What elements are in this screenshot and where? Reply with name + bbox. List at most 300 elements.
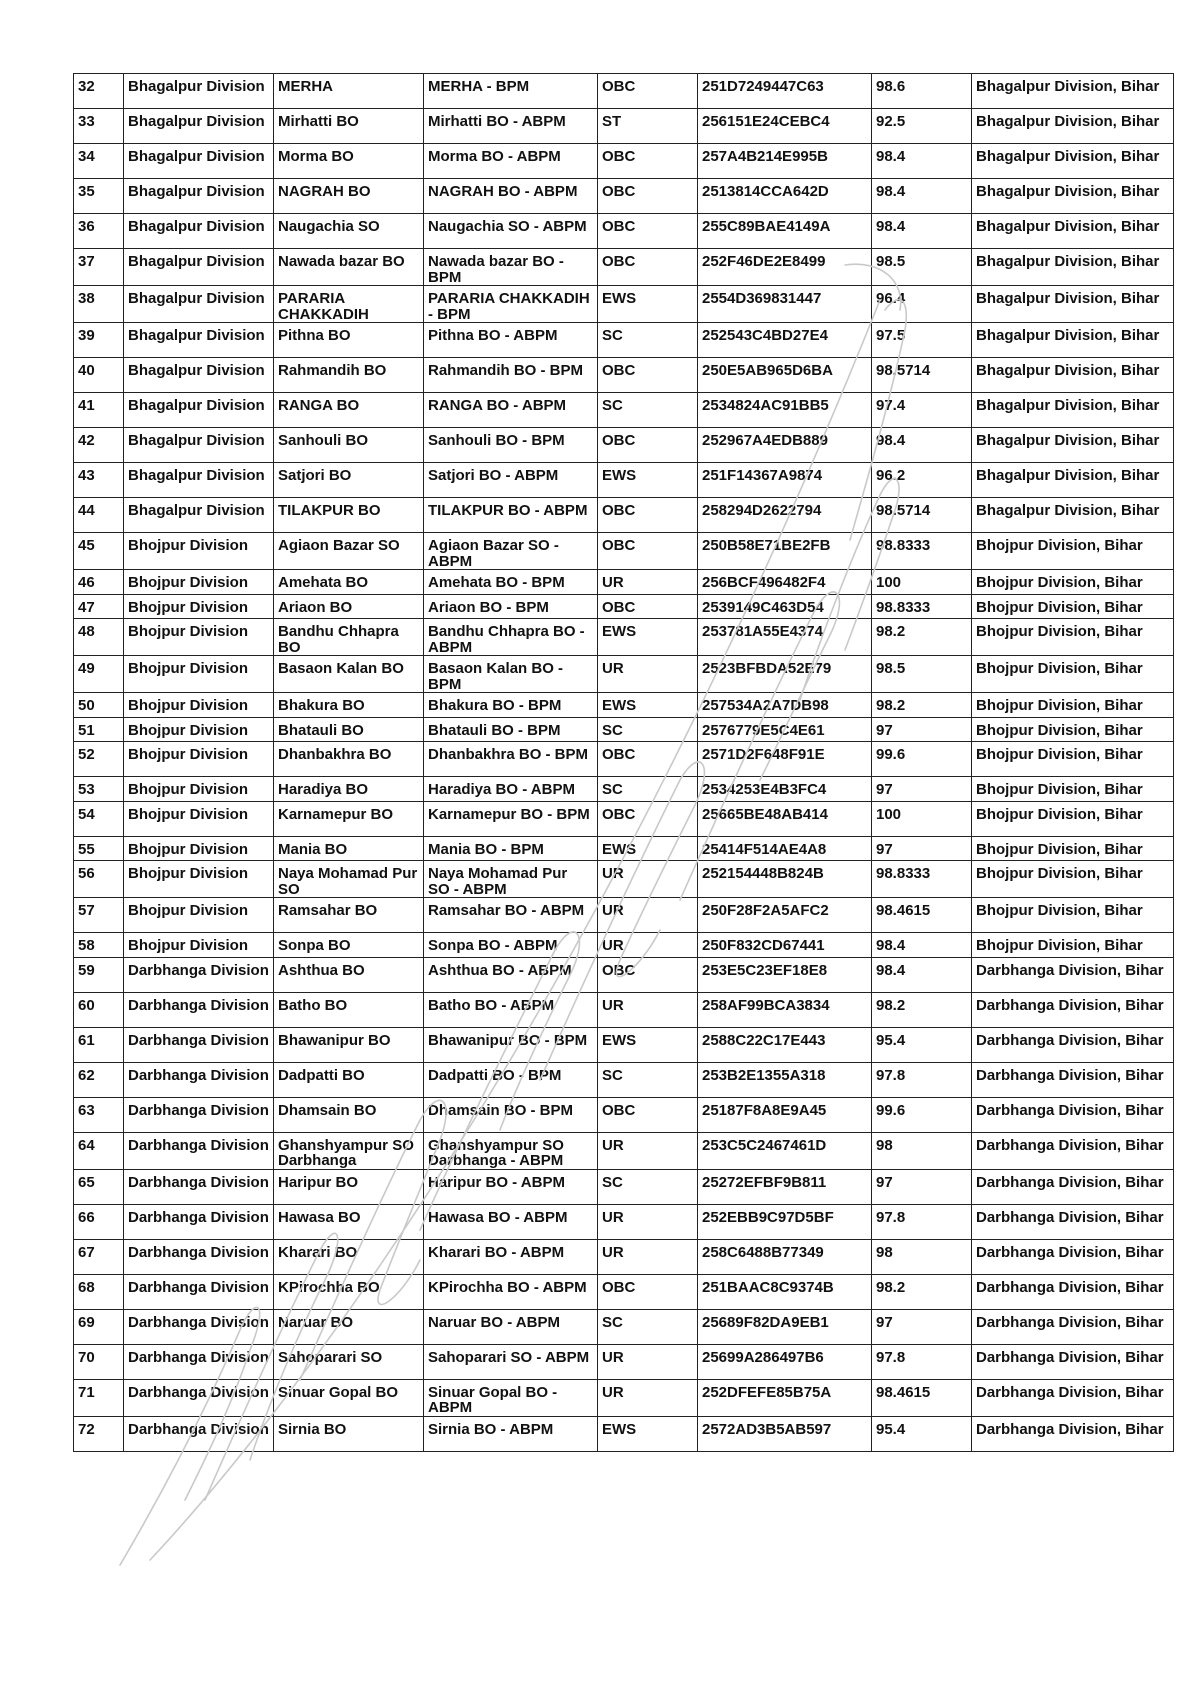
cell-category: SC bbox=[598, 1169, 698, 1204]
cell-registration-no: 2554D369831447 bbox=[698, 286, 872, 323]
cell-division: Darbhanga Division bbox=[124, 992, 274, 1027]
cell-registration-no: 251F14367A9874 bbox=[698, 463, 872, 498]
cell-registration-no: 2576779E5C4E61 bbox=[698, 717, 872, 742]
cell-post: Agiaon Bazar SO - ABPM bbox=[424, 533, 598, 570]
cell-category: UR bbox=[598, 656, 698, 693]
cell-registration-no: 25272EFBF9B811 bbox=[698, 1169, 872, 1204]
cell-post: RANGA BO - ABPM bbox=[424, 393, 598, 428]
cell-category: OBC bbox=[598, 214, 698, 249]
cell-office: Amehata BO bbox=[274, 570, 424, 595]
cell-office: Dadpatti BO bbox=[274, 1062, 424, 1097]
cell-registration-no: 2572AD3B5AB597 bbox=[698, 1416, 872, 1451]
cell-division: Bhojpur Division bbox=[124, 619, 274, 656]
cell-serial-no: 47 bbox=[74, 594, 124, 619]
cell-registration-no: 257A4B214E995B bbox=[698, 144, 872, 179]
cell-registration-no: 257534A2A7DB98 bbox=[698, 693, 872, 718]
cell-marks: 98 bbox=[872, 1132, 972, 1169]
cell-category: SC bbox=[598, 777, 698, 802]
cell-category: OBC bbox=[598, 249, 698, 286]
cell-post: Rahmandih BO - BPM bbox=[424, 358, 598, 393]
cell-registration-no: 256151E24CEBC4 bbox=[698, 109, 872, 144]
cell-marks: 100 bbox=[872, 570, 972, 595]
cell-office: Ramsahar BO bbox=[274, 898, 424, 933]
cell-marks: 98.5714 bbox=[872, 498, 972, 533]
cell-division: Bhojpur Division bbox=[124, 570, 274, 595]
cell-office: MERHA bbox=[274, 74, 424, 109]
cell-division-circle: Bhagalpur Division, Bihar bbox=[972, 249, 1174, 286]
cell-office: Naruar BO bbox=[274, 1309, 424, 1344]
results-page bbox=[73, 73, 1173, 1452]
cell-serial-no: 34 bbox=[74, 144, 124, 179]
table-row bbox=[74, 619, 1174, 656]
table-row bbox=[74, 109, 1174, 144]
cell-registration-no: 25699A286497B6 bbox=[698, 1344, 872, 1379]
table-row bbox=[74, 1027, 1174, 1062]
cell-serial-no: 72 bbox=[74, 1416, 124, 1451]
cell-serial-no: 32 bbox=[74, 74, 124, 109]
cell-division-circle: Darbhanga Division, Bihar bbox=[972, 1062, 1174, 1097]
cell-marks: 98.8333 bbox=[872, 861, 972, 898]
cell-division: Bhagalpur Division bbox=[124, 109, 274, 144]
cell-office: Naugachia SO bbox=[274, 214, 424, 249]
cell-marks: 98.4615 bbox=[872, 1379, 972, 1416]
cell-category: EWS bbox=[598, 619, 698, 656]
cell-category: EWS bbox=[598, 693, 698, 718]
cell-post: Bhawanipur BO - BPM bbox=[424, 1027, 598, 1062]
table-row bbox=[74, 179, 1174, 214]
cell-category: SC bbox=[598, 1062, 698, 1097]
cell-serial-no: 40 bbox=[74, 358, 124, 393]
cell-registration-no: 2534253E4B3FC4 bbox=[698, 777, 872, 802]
cell-division-circle: Darbhanga Division, Bihar bbox=[972, 1274, 1174, 1309]
cell-division: Bhagalpur Division bbox=[124, 428, 274, 463]
cell-serial-no: 56 bbox=[74, 861, 124, 898]
cell-registration-no: 253B2E1355A318 bbox=[698, 1062, 872, 1097]
cell-division-circle: Bhojpur Division, Bihar bbox=[972, 570, 1174, 595]
cell-division-circle: Bhagalpur Division, Bihar bbox=[972, 323, 1174, 358]
cell-post: Morma BO - ABPM bbox=[424, 144, 598, 179]
cell-registration-no: 250B58E71BE2FB bbox=[698, 533, 872, 570]
cell-division: Bhojpur Division bbox=[124, 898, 274, 933]
cell-division: Bhagalpur Division bbox=[124, 393, 274, 428]
cell-division: Bhojpur Division bbox=[124, 801, 274, 836]
cell-office: PARARIA CHAKKADIH bbox=[274, 286, 424, 323]
cell-division-circle: Bhojpur Division, Bihar bbox=[972, 717, 1174, 742]
cell-office: Mirhatti BO bbox=[274, 109, 424, 144]
cell-serial-no: 35 bbox=[74, 179, 124, 214]
cell-registration-no: 2539149C463D54 bbox=[698, 594, 872, 619]
cell-category: OBC bbox=[598, 74, 698, 109]
cell-division: Bhojpur Division bbox=[124, 693, 274, 718]
cell-serial-no: 33 bbox=[74, 109, 124, 144]
cell-division: Bhagalpur Division bbox=[124, 144, 274, 179]
table-row bbox=[74, 656, 1174, 693]
cell-marks: 98.4 bbox=[872, 179, 972, 214]
table-row bbox=[74, 74, 1174, 109]
cell-serial-no: 42 bbox=[74, 428, 124, 463]
cell-office: Bhatauli BO bbox=[274, 717, 424, 742]
table-row bbox=[74, 777, 1174, 802]
cell-registration-no: 250E5AB965D6BA bbox=[698, 358, 872, 393]
cell-marks: 98.4 bbox=[872, 144, 972, 179]
cell-office: Naya Mohamad Pur SO bbox=[274, 861, 424, 898]
cell-office: Sanhouli BO bbox=[274, 428, 424, 463]
cell-serial-no: 62 bbox=[74, 1062, 124, 1097]
cell-office: Dhanbakhra BO bbox=[274, 742, 424, 777]
cell-registration-no: 2571D2F648F91E bbox=[698, 742, 872, 777]
table-row bbox=[74, 1416, 1174, 1451]
cell-division-circle: Bhojpur Division, Bihar bbox=[972, 898, 1174, 933]
cell-category: OBC bbox=[598, 533, 698, 570]
cell-division-circle: Darbhanga Division, Bihar bbox=[972, 1239, 1174, 1274]
cell-marks: 98.2 bbox=[872, 992, 972, 1027]
cell-post: Nawada bazar BO - BPM bbox=[424, 249, 598, 286]
cell-division-circle: Bhagalpur Division, Bihar bbox=[972, 428, 1174, 463]
cell-division-circle: Darbhanga Division, Bihar bbox=[972, 1169, 1174, 1204]
cell-division-circle: Darbhanga Division, Bihar bbox=[972, 1416, 1174, 1451]
cell-serial-no: 55 bbox=[74, 836, 124, 861]
table-row bbox=[74, 1062, 1174, 1097]
cell-division-circle: Bhojpur Division, Bihar bbox=[972, 656, 1174, 693]
cell-division: Darbhanga Division bbox=[124, 1344, 274, 1379]
cell-division-circle: Darbhanga Division, Bihar bbox=[972, 1132, 1174, 1169]
cell-registration-no: 252F46DE2E8499 bbox=[698, 249, 872, 286]
cell-office: Ashthua BO bbox=[274, 957, 424, 992]
cell-category: UR bbox=[598, 933, 698, 958]
cell-division-circle: Bhojpur Division, Bihar bbox=[972, 777, 1174, 802]
cell-division-circle: Darbhanga Division, Bihar bbox=[972, 992, 1174, 1027]
cell-serial-no: 54 bbox=[74, 801, 124, 836]
cell-post: Bhakura BO - BPM bbox=[424, 693, 598, 718]
cell-post: Ariaon BO - BPM bbox=[424, 594, 598, 619]
cell-serial-no: 43 bbox=[74, 463, 124, 498]
cell-division: Bhojpur Division bbox=[124, 742, 274, 777]
cell-office: Bhakura BO bbox=[274, 693, 424, 718]
table-row bbox=[74, 428, 1174, 463]
cell-office: Hawasa BO bbox=[274, 1204, 424, 1239]
cell-post: Naruar BO - ABPM bbox=[424, 1309, 598, 1344]
table-row bbox=[74, 1309, 1174, 1344]
cell-serial-no: 45 bbox=[74, 533, 124, 570]
cell-category: UR bbox=[598, 1204, 698, 1239]
table-row bbox=[74, 570, 1174, 595]
cell-post: NAGRAH BO - ABPM bbox=[424, 179, 598, 214]
table-row bbox=[74, 214, 1174, 249]
cell-category: SC bbox=[598, 1309, 698, 1344]
cell-division-circle: Darbhanga Division, Bihar bbox=[972, 1379, 1174, 1416]
cell-post: Satjori BO - ABPM bbox=[424, 463, 598, 498]
cell-marks: 97.5 bbox=[872, 323, 972, 358]
cell-marks: 97.8 bbox=[872, 1062, 972, 1097]
cell-post: Karnamepur BO - BPM bbox=[424, 801, 598, 836]
cell-serial-no: 65 bbox=[74, 1169, 124, 1204]
cell-division: Darbhanga Division bbox=[124, 1416, 274, 1451]
cell-serial-no: 46 bbox=[74, 570, 124, 595]
cell-post: Naya Mohamad Pur SO - ABPM bbox=[424, 861, 598, 898]
cell-marks: 98.2 bbox=[872, 693, 972, 718]
cell-serial-no: 71 bbox=[74, 1379, 124, 1416]
cell-office: KPirochha BO bbox=[274, 1274, 424, 1309]
cell-registration-no: 25187F8A8E9A45 bbox=[698, 1097, 872, 1132]
cell-serial-no: 70 bbox=[74, 1344, 124, 1379]
cell-post: Dhanbakhra BO - BPM bbox=[424, 742, 598, 777]
cell-serial-no: 63 bbox=[74, 1097, 124, 1132]
cell-marks: 98.4 bbox=[872, 933, 972, 958]
cell-division: Bhagalpur Division bbox=[124, 463, 274, 498]
cell-serial-no: 53 bbox=[74, 777, 124, 802]
cell-division: Bhagalpur Division bbox=[124, 286, 274, 323]
cell-category: UR bbox=[598, 1344, 698, 1379]
cell-registration-no: 250F28F2A5AFC2 bbox=[698, 898, 872, 933]
cell-post: KPirochha BO - ABPM bbox=[424, 1274, 598, 1309]
cell-division-circle: Darbhanga Division, Bihar bbox=[972, 1204, 1174, 1239]
cell-marks: 99.6 bbox=[872, 1097, 972, 1132]
cell-registration-no: 256BCF496482F4 bbox=[698, 570, 872, 595]
table-row bbox=[74, 742, 1174, 777]
cell-serial-no: 52 bbox=[74, 742, 124, 777]
cell-registration-no: 255C89BAE4149A bbox=[698, 214, 872, 249]
cell-serial-no: 48 bbox=[74, 619, 124, 656]
cell-division: Darbhanga Division bbox=[124, 1239, 274, 1274]
cell-category: OBC bbox=[598, 957, 698, 992]
cell-division-circle: Bhagalpur Division, Bihar bbox=[972, 463, 1174, 498]
cell-serial-no: 49 bbox=[74, 656, 124, 693]
table-row bbox=[74, 463, 1174, 498]
cell-division-circle: Darbhanga Division, Bihar bbox=[972, 1309, 1174, 1344]
table-row bbox=[74, 933, 1174, 958]
cell-marks: 96.4 bbox=[872, 286, 972, 323]
table-row bbox=[74, 1169, 1174, 1204]
cell-post: TILAKPUR BO - ABPM bbox=[424, 498, 598, 533]
table-row bbox=[74, 957, 1174, 992]
cell-division-circle: Bhagalpur Division, Bihar bbox=[972, 144, 1174, 179]
cell-division-circle: Bhojpur Division, Bihar bbox=[972, 801, 1174, 836]
cell-marks: 95.4 bbox=[872, 1416, 972, 1451]
cell-marks: 97 bbox=[872, 836, 972, 861]
table-row bbox=[74, 1204, 1174, 1239]
cell-office: Bandhu Chhapra BO bbox=[274, 619, 424, 656]
cell-category: SC bbox=[598, 323, 698, 358]
table-row bbox=[74, 1344, 1174, 1379]
cell-division-circle: Bhojpur Division, Bihar bbox=[972, 861, 1174, 898]
cell-office: Nawada bazar BO bbox=[274, 249, 424, 286]
cell-office: Ariaon BO bbox=[274, 594, 424, 619]
cell-serial-no: 50 bbox=[74, 693, 124, 718]
cell-division-circle: Bhojpur Division, Bihar bbox=[972, 742, 1174, 777]
table-row bbox=[74, 1379, 1174, 1416]
cell-marks: 97 bbox=[872, 777, 972, 802]
cell-division: Bhagalpur Division bbox=[124, 323, 274, 358]
cell-category: UR bbox=[598, 1379, 698, 1416]
cell-office: NAGRAH BO bbox=[274, 179, 424, 214]
cell-post: Haripur BO - ABPM bbox=[424, 1169, 598, 1204]
cell-division: Darbhanga Division bbox=[124, 1169, 274, 1204]
cell-serial-no: 68 bbox=[74, 1274, 124, 1309]
cell-registration-no: 252154448B824B bbox=[698, 861, 872, 898]
cell-office: Sahoparari SO bbox=[274, 1344, 424, 1379]
cell-division-circle: Bhagalpur Division, Bihar bbox=[972, 214, 1174, 249]
cell-registration-no: 250F832CD67441 bbox=[698, 933, 872, 958]
cell-division: Bhojpur Division bbox=[124, 656, 274, 693]
table-row bbox=[74, 898, 1174, 933]
table-row bbox=[74, 861, 1174, 898]
cell-post: Sirnia BO - ABPM bbox=[424, 1416, 598, 1451]
cell-post: Kharari BO - ABPM bbox=[424, 1239, 598, 1274]
cell-marks: 98.5714 bbox=[872, 358, 972, 393]
table-row bbox=[74, 1097, 1174, 1132]
cell-post: Pithna BO - ABPM bbox=[424, 323, 598, 358]
cell-registration-no: 253781A55E4374 bbox=[698, 619, 872, 656]
cell-category: EWS bbox=[598, 286, 698, 323]
cell-serial-no: 57 bbox=[74, 898, 124, 933]
table-row bbox=[74, 533, 1174, 570]
cell-office: Dhamsain BO bbox=[274, 1097, 424, 1132]
cell-category: OBC bbox=[598, 428, 698, 463]
cell-office: Sinuar Gopal BO bbox=[274, 1379, 424, 1416]
cell-serial-no: 41 bbox=[74, 393, 124, 428]
cell-category: EWS bbox=[598, 463, 698, 498]
cell-marks: 97 bbox=[872, 1309, 972, 1344]
cell-office: TILAKPUR BO bbox=[274, 498, 424, 533]
cell-office: Bhawanipur BO bbox=[274, 1027, 424, 1062]
cell-post: MERHA - BPM bbox=[424, 74, 598, 109]
cell-marks: 96.2 bbox=[872, 463, 972, 498]
cell-registration-no: 2523BFBDA52E79 bbox=[698, 656, 872, 693]
table-row bbox=[74, 594, 1174, 619]
cell-post: Ramsahar BO - ABPM bbox=[424, 898, 598, 933]
cell-division: Bhagalpur Division bbox=[124, 249, 274, 286]
cell-serial-no: 61 bbox=[74, 1027, 124, 1062]
cell-marks: 98.8333 bbox=[872, 594, 972, 619]
cell-registration-no: 25665BE48AB414 bbox=[698, 801, 872, 836]
table-row bbox=[74, 144, 1174, 179]
cell-registration-no: 25414F514AE4A8 bbox=[698, 836, 872, 861]
table-row bbox=[74, 286, 1174, 323]
cell-serial-no: 36 bbox=[74, 214, 124, 249]
cell-marks: 97.8 bbox=[872, 1344, 972, 1379]
cell-registration-no: 251D7249447C63 bbox=[698, 74, 872, 109]
cell-division-circle: Darbhanga Division, Bihar bbox=[972, 1097, 1174, 1132]
cell-marks: 98.2 bbox=[872, 619, 972, 656]
cell-office: Kharari BO bbox=[274, 1239, 424, 1274]
cell-marks: 97 bbox=[872, 717, 972, 742]
cell-category: UR bbox=[598, 1132, 698, 1169]
cell-division: Bhojpur Division bbox=[124, 861, 274, 898]
cell-post: Amehata BO - BPM bbox=[424, 570, 598, 595]
cell-division-circle: Bhojpur Division, Bihar bbox=[972, 933, 1174, 958]
cell-division: Darbhanga Division bbox=[124, 1274, 274, 1309]
cell-marks: 97.8 bbox=[872, 1204, 972, 1239]
cell-registration-no: 252DFEFE85B75A bbox=[698, 1379, 872, 1416]
cell-division-circle: Bhagalpur Division, Bihar bbox=[972, 393, 1174, 428]
cell-marks: 98.2 bbox=[872, 1274, 972, 1309]
cell-marks: 99.6 bbox=[872, 742, 972, 777]
cell-office: Sonpa BO bbox=[274, 933, 424, 958]
cell-registration-no: 253C5C2467461D bbox=[698, 1132, 872, 1169]
cell-office: Mania BO bbox=[274, 836, 424, 861]
cell-category: OBC bbox=[598, 742, 698, 777]
cell-serial-no: 66 bbox=[74, 1204, 124, 1239]
cell-serial-no: 37 bbox=[74, 249, 124, 286]
cell-category: OBC bbox=[598, 1274, 698, 1309]
cell-category: UR bbox=[598, 898, 698, 933]
cell-division-circle: Bhagalpur Division, Bihar bbox=[972, 179, 1174, 214]
table-row bbox=[74, 836, 1174, 861]
cell-office: RANGA BO bbox=[274, 393, 424, 428]
cell-office: Karnamepur BO bbox=[274, 801, 424, 836]
cell-category: OBC bbox=[598, 594, 698, 619]
table-row bbox=[74, 323, 1174, 358]
cell-office: Rahmandih BO bbox=[274, 358, 424, 393]
cell-division: Darbhanga Division bbox=[124, 1309, 274, 1344]
cell-marks: 98.4615 bbox=[872, 898, 972, 933]
merit-list-body bbox=[74, 74, 1174, 1452]
cell-serial-no: 39 bbox=[74, 323, 124, 358]
cell-post: Sinuar Gopal BO - ABPM bbox=[424, 1379, 598, 1416]
cell-post: Bandhu Chhapra BO - ABPM bbox=[424, 619, 598, 656]
cell-post: Dhamsain BO - BPM bbox=[424, 1097, 598, 1132]
cell-serial-no: 51 bbox=[74, 717, 124, 742]
cell-division: Bhojpur Division bbox=[124, 777, 274, 802]
cell-category: UR bbox=[598, 570, 698, 595]
cell-office: Batho BO bbox=[274, 992, 424, 1027]
cell-registration-no: 258AF99BCA3834 bbox=[698, 992, 872, 1027]
table-row bbox=[74, 992, 1174, 1027]
cell-office: Satjori BO bbox=[274, 463, 424, 498]
cell-division: Bhojpur Division bbox=[124, 717, 274, 742]
cell-serial-no: 60 bbox=[74, 992, 124, 1027]
cell-category: SC bbox=[598, 717, 698, 742]
cell-marks: 97.4 bbox=[872, 393, 972, 428]
cell-registration-no: 2513814CCA642D bbox=[698, 179, 872, 214]
cell-registration-no: 252EBB9C97D5BF bbox=[698, 1204, 872, 1239]
cell-category: UR bbox=[598, 1239, 698, 1274]
cell-marks: 98.8333 bbox=[872, 533, 972, 570]
cell-category: EWS bbox=[598, 836, 698, 861]
cell-marks: 98 bbox=[872, 1239, 972, 1274]
cell-category: UR bbox=[598, 992, 698, 1027]
cell-category: UR bbox=[598, 861, 698, 898]
cell-post: Dadpatti BO - BPM bbox=[424, 1062, 598, 1097]
cell-division: Darbhanga Division bbox=[124, 1132, 274, 1169]
cell-office: Pithna BO bbox=[274, 323, 424, 358]
cell-post: Bhatauli BO - BPM bbox=[424, 717, 598, 742]
cell-category: OBC bbox=[598, 358, 698, 393]
cell-serial-no: 44 bbox=[74, 498, 124, 533]
cell-post: Mania BO - BPM bbox=[424, 836, 598, 861]
merit-list-table bbox=[73, 73, 1174, 1452]
cell-office: Ghanshyampur SO Darbhanga bbox=[274, 1132, 424, 1169]
cell-post: Sahoparari SO - ABPM bbox=[424, 1344, 598, 1379]
table-row bbox=[74, 693, 1174, 718]
cell-division-circle: Bhojpur Division, Bihar bbox=[972, 619, 1174, 656]
cell-serial-no: 69 bbox=[74, 1309, 124, 1344]
cell-registration-no: 252967A4EDB889 bbox=[698, 428, 872, 463]
cell-division: Darbhanga Division bbox=[124, 1204, 274, 1239]
cell-division: Bhagalpur Division bbox=[124, 179, 274, 214]
cell-registration-no: 252543C4BD27E4 bbox=[698, 323, 872, 358]
table-row bbox=[74, 1274, 1174, 1309]
cell-category: SC bbox=[598, 393, 698, 428]
cell-serial-no: 67 bbox=[74, 1239, 124, 1274]
cell-registration-no: 253E5C23EF18E8 bbox=[698, 957, 872, 992]
cell-registration-no: 251BAAC8C9374B bbox=[698, 1274, 872, 1309]
cell-division-circle: Bhojpur Division, Bihar bbox=[972, 533, 1174, 570]
table-row bbox=[74, 249, 1174, 286]
cell-marks: 95.4 bbox=[872, 1027, 972, 1062]
cell-division: Bhojpur Division bbox=[124, 836, 274, 861]
cell-serial-no: 38 bbox=[74, 286, 124, 323]
